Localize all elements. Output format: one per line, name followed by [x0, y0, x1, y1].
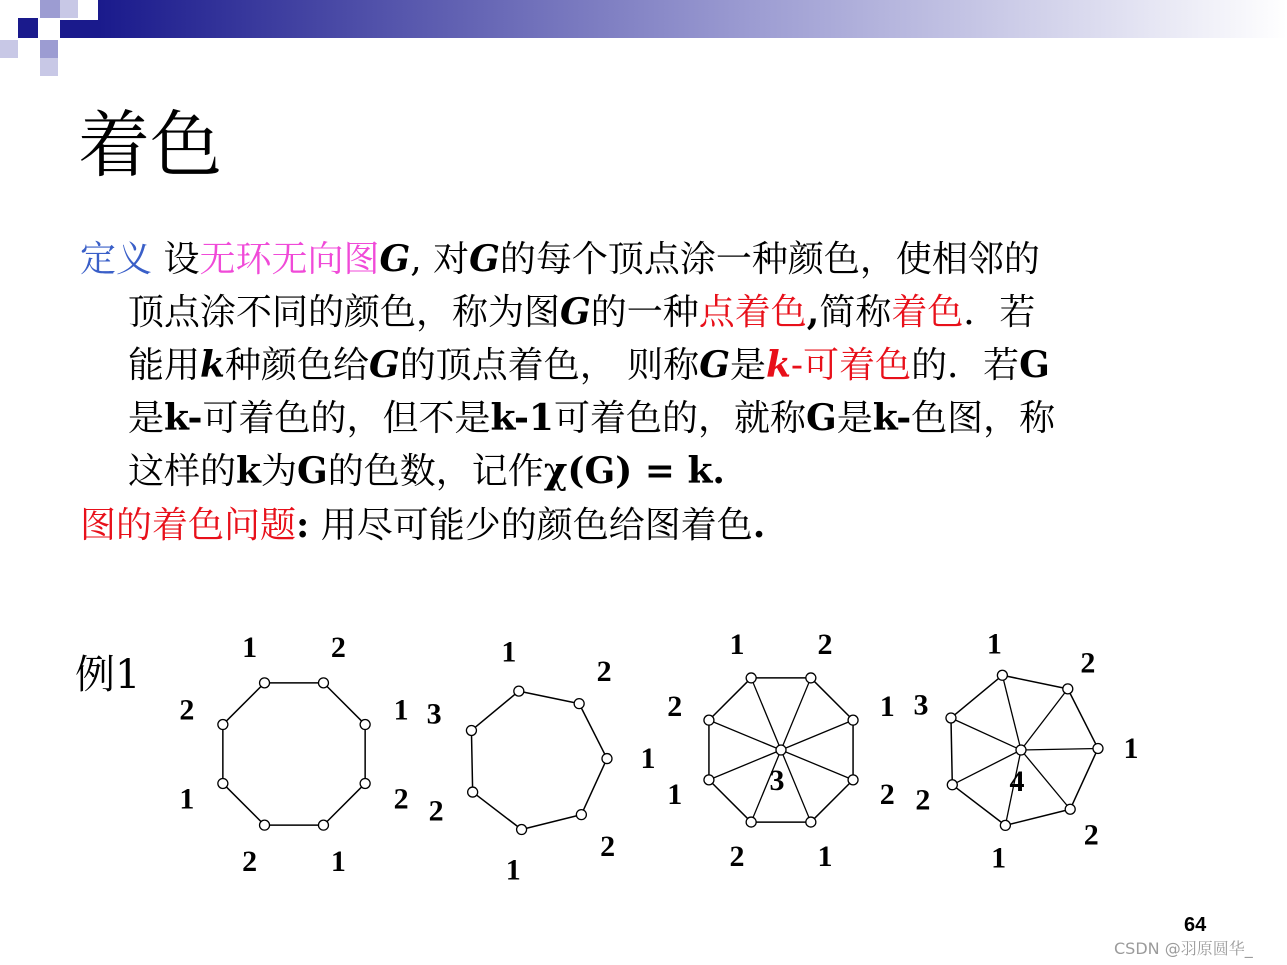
graph-edge	[473, 792, 522, 829]
definition-line	[80, 286, 1055, 339]
graph-vertex	[576, 810, 586, 820]
graph-vertex	[360, 778, 370, 788]
graph-vertex	[806, 817, 816, 827]
header-gradient-bar	[98, 0, 1287, 38]
definition-run: -可着色	[790, 345, 912, 386]
page-title: 着色	[78, 103, 223, 187]
header-square	[40, 40, 58, 58]
vertex-color-label: 1	[501, 635, 517, 669]
vertex-color-label: 2	[242, 845, 258, 879]
definition-run: 可着色的，就称	[553, 398, 806, 439]
definition-line	[80, 339, 1055, 392]
definition-line	[80, 233, 1055, 286]
graph-center-vertex	[776, 745, 786, 755]
graph-vertex	[602, 754, 612, 764]
header-square	[78, 20, 98, 38]
definition-run: G	[699, 344, 730, 386]
graph-edge	[581, 759, 607, 815]
problem-colon: :	[296, 504, 310, 546]
definition-run: 这样的	[128, 451, 237, 492]
definition-run: ．若	[963, 292, 1036, 333]
definition-run: G	[560, 291, 591, 333]
graph-heptagon-wheel	[913, 627, 1138, 874]
definition-run: G	[296, 450, 328, 492]
header-decoration	[0, 0, 1287, 80]
graph-spoke	[1021, 750, 1070, 809]
definition-run: 能用	[128, 345, 201, 386]
header-square	[40, 0, 60, 18]
vertex-color-label: 1	[667, 778, 683, 812]
definition-run: 无环无向图	[199, 239, 380, 280]
graph-vertex	[260, 678, 270, 688]
graph-vertex	[1000, 820, 1010, 830]
vertex-color-label: 3	[426, 697, 442, 731]
graph-vertex	[574, 699, 584, 709]
graph-spoke	[1002, 675, 1021, 750]
graph-vertex	[318, 678, 328, 688]
header-square	[0, 40, 18, 58]
graph-vertex	[746, 673, 756, 683]
definition-run: k	[236, 450, 261, 492]
definition-run: G	[368, 344, 400, 386]
vertex-color-label: 1	[1123, 731, 1139, 765]
definition-run: 设	[152, 239, 200, 280]
graph-edge	[1068, 689, 1098, 749]
vertex-color-label: 1	[991, 841, 1007, 875]
graph-vertex	[946, 713, 956, 723]
coloring-problem-statement	[80, 499, 765, 552]
definition-run: k-	[164, 397, 203, 439]
graph-edge	[951, 718, 952, 785]
center-color-label: 4	[1009, 765, 1025, 798]
definition-run: , 对	[410, 239, 470, 280]
header-square	[60, 0, 78, 18]
definition-run: 的顶点着色， 则称	[399, 345, 700, 386]
definition-run: 的一种	[590, 292, 699, 333]
definition-paragraph	[80, 233, 1055, 498]
graph-octagon-wheel	[667, 628, 894, 873]
graph-vertex	[704, 775, 714, 785]
graph-edge	[519, 691, 579, 704]
header-square	[18, 18, 38, 38]
vertex-color-label: 2	[1083, 818, 1099, 852]
header-square	[40, 58, 58, 76]
graph-vertex	[806, 673, 816, 683]
graph-vertex	[1065, 804, 1075, 814]
graph-spoke	[1021, 748, 1098, 750]
graph-vertex	[514, 686, 524, 696]
graph-spoke	[1021, 689, 1068, 750]
definition-run: k	[200, 344, 225, 386]
page-number: 64	[1184, 914, 1207, 936]
graph-edge	[471, 691, 518, 730]
graph-vertex	[318, 820, 328, 830]
graph-vertex	[997, 670, 1007, 680]
vertex-color-label: 2	[393, 782, 409, 816]
vertex-color-label: 1	[242, 630, 258, 664]
definition-run: G	[469, 238, 500, 280]
graph-edge	[323, 683, 365, 725]
graph-spoke	[951, 718, 1021, 750]
definition-run: 着色	[891, 292, 964, 333]
definition-run: 的色数，记作	[327, 451, 544, 492]
graph-vertex	[947, 780, 957, 790]
vertex-color-label: 1	[179, 782, 195, 816]
definition-run: 点着色	[698, 292, 807, 333]
center-color-label: 3	[769, 764, 785, 797]
vertex-color-label: 2	[179, 693, 195, 727]
graph-vertex	[218, 778, 228, 788]
vertex-color-label: 2	[330, 630, 346, 664]
vertex-color-label: 2	[667, 689, 683, 723]
vertex-color-label: 2	[596, 655, 612, 689]
problem-text: 用尽可能少的颜色给图着色	[309, 505, 753, 546]
definition-line	[80, 392, 1055, 445]
watermark: CSDN @羽原圆华_	[1114, 939, 1253, 958]
definition-run: χ(G) = k.	[543, 450, 725, 492]
graph-vertex	[517, 825, 527, 835]
vertex-color-label: 2	[600, 830, 616, 864]
graph-vertex	[218, 720, 228, 730]
definition-run: k-1	[490, 397, 554, 439]
definition-run: 是	[729, 345, 766, 386]
definition-run: G	[379, 238, 411, 280]
graph-edge	[811, 780, 853, 822]
definition-run: 色图，称	[911, 398, 1056, 439]
graph-vertex	[848, 775, 858, 785]
definition-run: 为	[260, 451, 297, 492]
definition-run: 是	[836, 398, 873, 439]
header-square	[60, 20, 80, 38]
graph-edge	[709, 780, 751, 822]
graph-vertex	[360, 720, 370, 730]
graph-octagon	[179, 631, 408, 878]
graph-edge	[579, 704, 607, 759]
vertex-color-label: 2	[879, 778, 895, 812]
definition-run: 可着色的，但不是	[202, 398, 491, 439]
graph-edge	[1005, 809, 1070, 825]
vertex-color-label: 1	[640, 741, 656, 775]
graph-edge	[522, 815, 582, 830]
problem-period: .	[752, 504, 766, 546]
graph-edge	[471, 730, 472, 792]
vertex-color-label: 1	[986, 627, 1002, 661]
vertex-color-label: 2	[915, 783, 931, 817]
graph-vertex	[1093, 743, 1103, 753]
example-graphs	[0, 600, 1287, 920]
vertex-color-label: 1	[393, 693, 409, 727]
graph-edge	[223, 783, 265, 825]
vertex-color-label: 2	[1080, 646, 1096, 680]
graph-vertex	[746, 817, 756, 827]
definition-run: k-	[872, 397, 912, 439]
graph-vertex	[848, 715, 858, 725]
definition-run: 定义	[80, 239, 153, 280]
definition-run: k	[765, 344, 791, 386]
graph-edge	[811, 678, 853, 720]
graph-vertex	[466, 725, 476, 735]
graph-vertex	[704, 715, 714, 725]
definition-run: 是	[128, 398, 165, 439]
vertex-color-label: 1	[330, 845, 346, 879]
graph-edge	[1070, 748, 1098, 809]
definition-line	[80, 445, 1055, 498]
graph-heptagon	[427, 635, 656, 886]
vertex-color-label: 1	[505, 853, 521, 887]
vertex-color-label: 1	[817, 840, 833, 874]
graph-vertex	[260, 820, 270, 830]
definition-run: 种颜色给	[224, 345, 369, 386]
definition-run: 的．若	[911, 345, 1020, 386]
vertex-color-label: 2	[729, 840, 745, 874]
graph-edge	[323, 783, 365, 825]
vertex-color-label: 1	[879, 689, 895, 723]
graph-edge	[1002, 675, 1067, 689]
graph-edge	[952, 785, 1005, 826]
definition-run: 的每个顶点涂一种颜色，使相邻的	[499, 239, 1040, 280]
graph-edge	[951, 675, 1002, 718]
definition-run: 简称	[819, 292, 892, 333]
graph-edge	[709, 678, 751, 720]
definition-run: ,	[806, 291, 820, 333]
graph-vertex	[1063, 684, 1073, 694]
vertex-color-label: 2	[817, 627, 833, 661]
vertex-color-label: 2	[428, 794, 444, 828]
definition-run: G	[805, 397, 837, 439]
graph-center-vertex	[1016, 745, 1026, 755]
graph-edge	[223, 683, 265, 725]
graph-vertex	[468, 787, 478, 797]
problem-label: 图的着色问题	[80, 505, 297, 546]
vertex-color-label: 1	[729, 627, 745, 661]
example-label-text: 例1	[75, 652, 141, 698]
definition-run: G	[1019, 344, 1050, 386]
definition-run: 顶点涂不同的颜色，称为图	[128, 292, 561, 333]
vertex-color-label: 3	[913, 688, 929, 722]
